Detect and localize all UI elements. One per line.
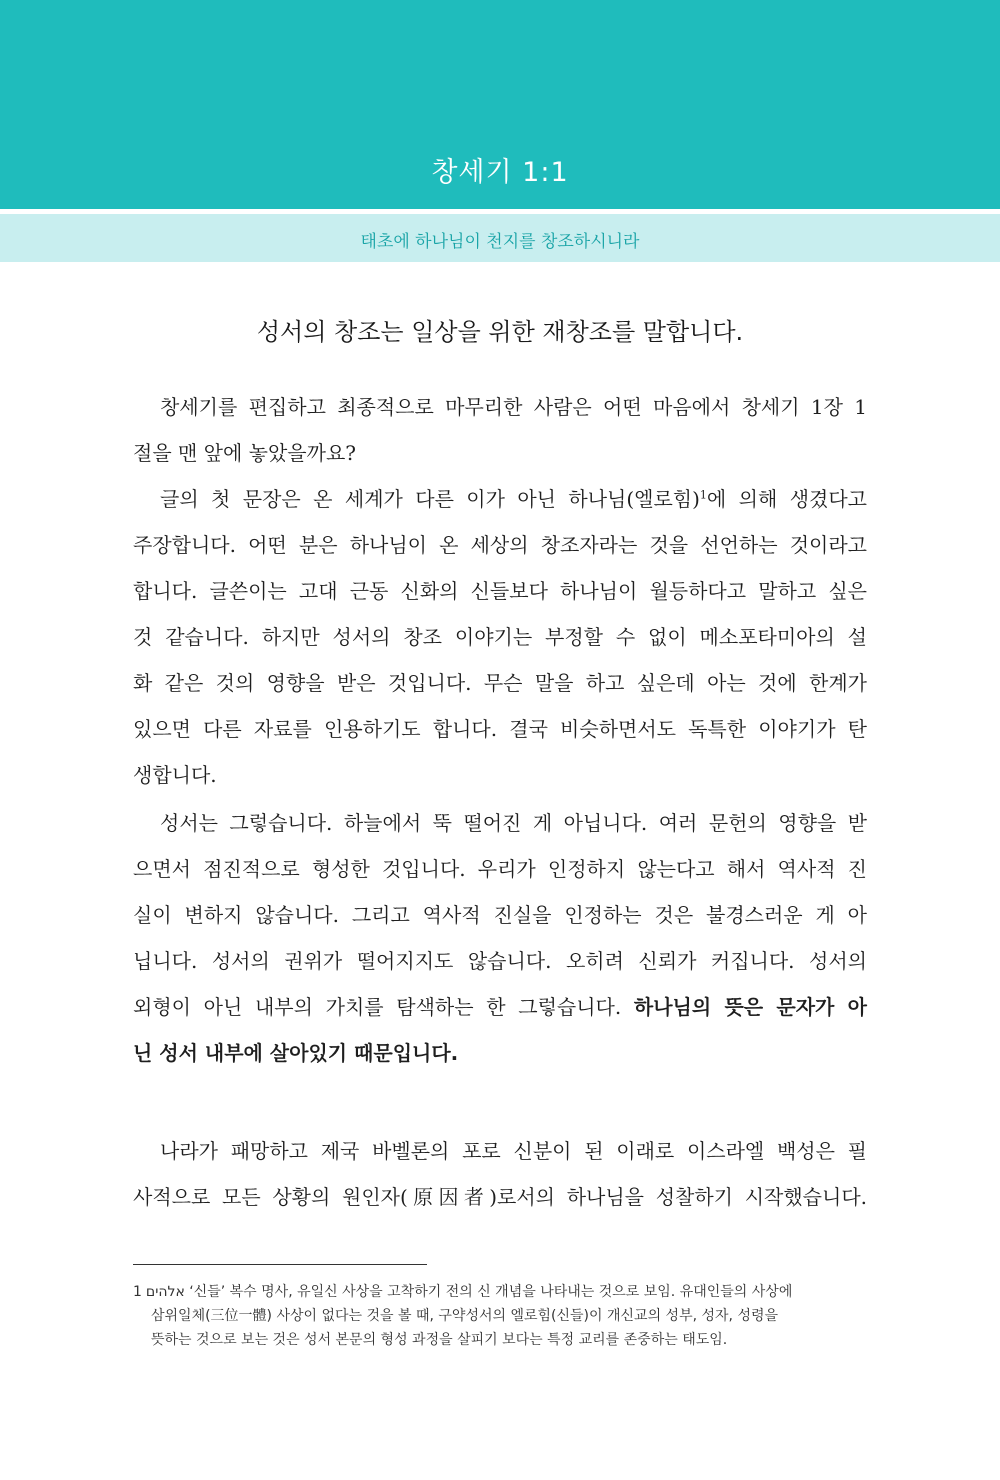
verse-text: 태초에 하나님이 천지를 창조하시니라 [360,232,640,252]
text-line: 글의 첫 문장은 온 세계가 다른 이가 아닌 하나님(엘로힘)$^1$에 의해 생겼다고 [160,487,867,511]
paragraph-2 [133,476,867,798]
text-line: 절을 맨 앞에 놓았을까요? [133,441,356,465]
text-line: 화 같은 것의 영향을 받은 것입니다. 무슨 말을 하고 싶은데 아는 것에 한계가 [133,671,867,695]
text-line: 있으면 다른 자료를 인용하기도 합니다. 결국 비슷하면서도 독특한 이야기가 탄 [133,717,867,741]
paragraph-1 [133,384,867,476]
text-line: 나라가 패망하고 제국 바벨론의 포로 신분이 된 이래로 이스라엘 백성은 필 [160,1139,867,1163]
footnote [133,1280,867,1352]
chapter-header [0,0,1000,209]
text-line: 창세기를 편집하고 최종적으로 마무리한 사람은 어떤 마음에서 창세기 1장 1 [160,395,867,419]
text-line: 것 같습니다. 하지만 성서의 창조 이야기는 부정할 수 없이 메소포타미아의 설 [133,625,867,649]
text-line: 외형이 아닌 내부의 가치를 탐색하는 한 그렇습니다. 하나님의 뜻은 문자가 아 [133,995,867,1019]
text-line: 실이 변하지 않습니다. 그리고 역사적 진실을 인정하는 것은 불경스러운 게 아 [133,903,867,927]
text-line: 생합니다. [133,763,217,787]
footnote-line: 1 אלהים ‘신들’ 복수 명사, 유일신 사상을 고착하기 전의 신 개념을 나타내는 것으로 보임. 유대인들의 사상에 [133,1284,793,1300]
footnote-line: 뜻하는 것으로 보는 것은 성서 본문의 형성 과정을 살피기 보다는 특정 교리를 존중하는 태도임. [151,1332,728,1348]
verse-banner [0,214,1000,262]
footnote-divider [133,1264,427,1265]
footnote-line: 삼위일체(三位一體) 사상이 없다는 것을 볼 때, 구약성서의 엘로힘(신들)이 개신교의 성부, 성자, 성령을 [151,1308,779,1324]
article-heading: 성서의 창조는 일상을 위한 재창조를 말합니다. [256,318,744,346]
emphasis-line: 닌 성서 내부에 살아있기 때문입니다. [133,1041,459,1065]
paragraph-4 [133,1128,867,1220]
chapter-title: 창세기 1:1 [431,157,569,188]
footnote-ref[interactable]: 1 [699,488,707,502]
footnote-number: 1 [133,1284,142,1300]
text-line: 성서는 그렇습니다. 하늘에서 뚝 떨어진 게 아닙니다. 여러 문헌의 영향을 받 [160,811,867,835]
text-line: 으면서 점진적으로 형성한 것입니다. 우리가 인정하지 않는다고 해서 역사적 진 [133,857,867,881]
text-line: 합니다. 글쓴이는 고대 근동 신화의 신들보다 하나님이 월등하다고 말하고 싶은 [133,579,867,603]
text-line: 사적으로 모든 상황의 원인자(原因者)로서의 하나님을 성찰하기 시작했습니다. [133,1185,867,1209]
text-line: 주장합니다. 어떤 분은 하나님이 온 세상의 창조자라는 것을 선언하는 것이라고 [133,533,867,557]
emphasis-text: 하나님의 뜻은 문자가 아 [633,995,867,1019]
text-line: 닙니다. 성서의 권위가 떨어지지도 않습니다. 오히려 신뢰가 커집니다. 성서의 [133,949,867,973]
paragraph-3 [133,800,867,1076]
